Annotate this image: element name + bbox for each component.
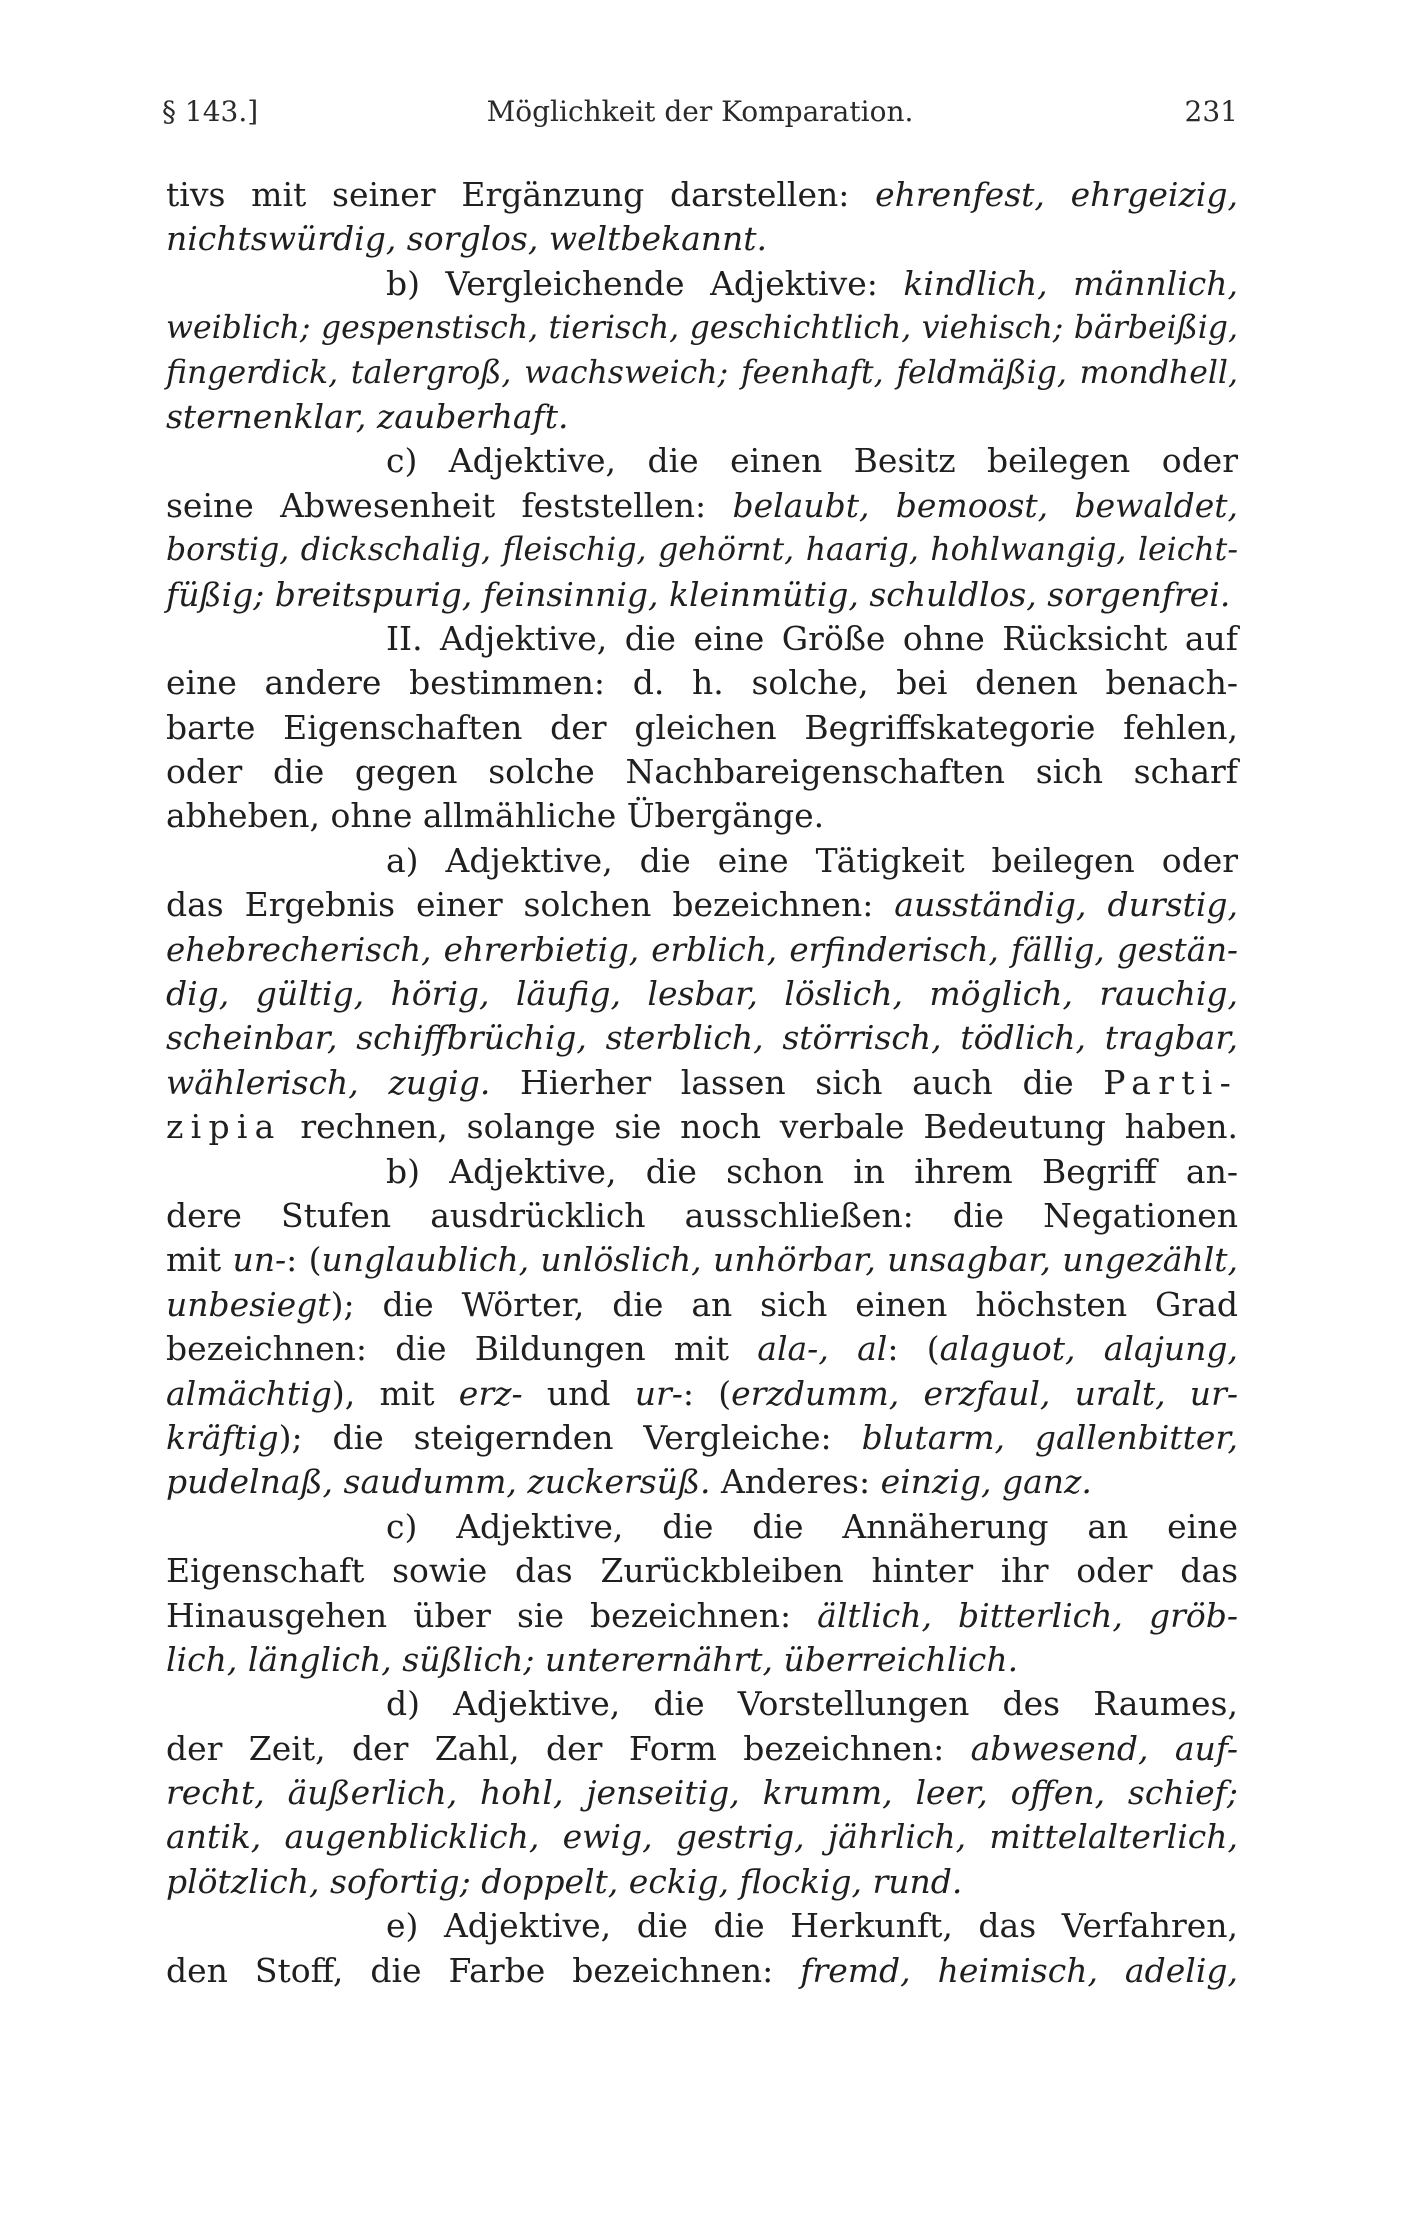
- text-segment: e) Adjektive, die die Herkunft, das Verfahren,: [386, 1906, 1238, 1946]
- text-segment: d) Adjektive, die Vorstellungen des Raumes,: [386, 1684, 1238, 1724]
- text-segment: oder die gegen solche Nachbareigenschaften sich scharf: [166, 752, 1238, 792]
- text-segment: bezeichnen: die Bildungen mit: [166, 1329, 758, 1369]
- italic-text: blutarm, gallenbitter,: [861, 1417, 1238, 1457]
- text-segment: : (: [682, 1373, 732, 1413]
- italic-text: antik, augenblicklich, ewig, gestrig, jährlich, mittelalterlich,: [166, 1817, 1238, 1857]
- spaced-text: Parti-: [1103, 1062, 1238, 1102]
- text-line: [166, 794, 1238, 838]
- italic-text: weiblich; gespenstisch, tierisch, geschichtlich, viehisch; bärbeißig,: [166, 310, 1238, 347]
- text-line: [166, 573, 1238, 617]
- italic-text: dig, gültig, hörig, läufig, lesbar, löslich, möglich, rauchig,: [166, 974, 1238, 1014]
- italic-text: erz-: [458, 1373, 523, 1413]
- italic-text: un-: [232, 1240, 287, 1280]
- text-segment: abheben, ohne allmähliche Übergänge.: [166, 796, 825, 836]
- text-line: [166, 217, 1238, 261]
- italic-text: ehrenfest, ehrgeizig,: [875, 175, 1238, 214]
- text-line: [166, 1327, 1238, 1371]
- text-segment: seine Abwesenheit feststellen:: [166, 485, 733, 525]
- text-line: [166, 1194, 1238, 1238]
- text-line: [166, 1815, 1238, 1859]
- text-line: [166, 1016, 1238, 1060]
- text-segment: mit: [166, 1240, 233, 1280]
- italic-text: lich, länglich, süßlich; unterernährt, überreichlich.: [166, 1639, 1019, 1679]
- text-line: [166, 1105, 1238, 1149]
- text-line: [166, 1505, 1238, 1549]
- page-number: 231: [1184, 95, 1238, 128]
- text-line: [166, 1860, 1238, 1904]
- text-line: [166, 306, 1238, 350]
- text-segment: der Zeit, der Zahl, der Form bezeichnen:: [166, 1728, 971, 1768]
- italic-text: ur-: [634, 1373, 683, 1413]
- text-line: [166, 617, 1238, 661]
- text-segment: b) Adjektive, die schon in ihrem Begriff an-: [386, 1151, 1238, 1191]
- text-line: [166, 1682, 1238, 1726]
- italic-text: borstig, dickschalig, fleischig, gehörnt, haarig, hohlwangig, leicht-: [166, 532, 1238, 569]
- italic-text: kindlich, männlich,: [903, 263, 1238, 303]
- spaced-text: zipia: [166, 1107, 282, 1147]
- italic-text: ala-, al: [757, 1329, 888, 1369]
- italic-text: füßig; breitspurig, feinsinnig, kleinmütig, schuldlos, sorgenfrei.: [166, 574, 1231, 614]
- italic-text: alaguot, alajung,: [939, 1329, 1239, 1369]
- text-segment: II. Adjektive, die eine Größe ohne Rücksicht auf: [386, 618, 1238, 658]
- italic-text: fremd, heimisch, adelig,: [800, 1950, 1238, 1990]
- running-header: [162, 92, 1238, 132]
- text-line: [166, 484, 1238, 528]
- text-segment: und: [522, 1373, 635, 1413]
- text-line: [166, 1549, 1238, 1593]
- text-line: [166, 1416, 1238, 1460]
- text-line: [166, 661, 1238, 705]
- text-segment: a) Adjektive, die eine Tätigkeit beilegen oder: [386, 840, 1238, 880]
- text-line: [166, 1949, 1238, 1993]
- text-segment: Hierher lassen sich auch die: [490, 1062, 1104, 1102]
- text-segment: tivs mit seiner Ergänzung darstellen:: [166, 175, 876, 214]
- text-line: [166, 972, 1238, 1016]
- text-segment: : (: [887, 1329, 940, 1369]
- text-line: [166, 1460, 1238, 1504]
- text-segment: Hinausgehen über sie bezeichnen:: [166, 1595, 818, 1635]
- italic-text: kräftig: [166, 1417, 279, 1457]
- text-segment: eine andere bestimmen: d. h. solche, bei denen benach-: [166, 663, 1238, 703]
- text-line: [166, 395, 1238, 439]
- text-line: [166, 1727, 1238, 1771]
- text-segment: barte Eigenschaften der gleichen Begriffskategorie fehlen,: [166, 707, 1238, 747]
- italic-text: fingerdick, talergroß, wachsweich; feenhaft, feldmäßig, mondhell,: [166, 354, 1238, 391]
- text-segment: rechnen, solange sie noch verbale Bedeutung haben.: [281, 1107, 1238, 1147]
- italic-text: ehebrecherisch, ehrerbietig, erblich, erfinderisch, fällig, gestän-: [166, 930, 1238, 969]
- italic-text: unglaublich, unlöslich, unhörbar, unsagbar, ungezählt,: [321, 1240, 1238, 1280]
- italic-text: scheinbar, schiffbrüchig, sterblich, störrisch, tödlich, tragbar,: [166, 1018, 1238, 1058]
- text-segment: Eigenschaft sowie das Zurückbleiben hinter ihr oder das: [166, 1551, 1238, 1591]
- text-segment: : (: [286, 1240, 322, 1280]
- text-segment: dere Stufen ausdrücklich ausschließen: die Negationen: [166, 1195, 1238, 1235]
- italic-text: ältlich, bitterlich, gröb-: [817, 1595, 1239, 1635]
- text-line: [166, 706, 1238, 750]
- text-line: [166, 528, 1238, 572]
- text-line: [166, 928, 1238, 972]
- italic-text: nichtswürdig, sorglos, weltbekannt.: [166, 219, 768, 259]
- text-line: [166, 173, 1238, 217]
- italic-text: sternenklar, zauberhaft.: [166, 396, 569, 436]
- text-segment: das Ergebnis einer solchen bezeichnen:: [166, 885, 895, 925]
- body-text: [166, 173, 1238, 1993]
- text-segment: ), mit: [331, 1373, 459, 1413]
- italic-text: recht, äußerlich, hohl, jenseitig, krumm, leer, offen, schief;: [166, 1773, 1238, 1813]
- italic-text: almächtig: [166, 1373, 332, 1413]
- text-line: [166, 1061, 1238, 1105]
- text-line: [166, 351, 1238, 395]
- text-segment: c) Adjektive, die einen Besitz beilegen oder: [386, 441, 1238, 481]
- text-line: [166, 883, 1238, 927]
- text-segment: c) Adjektive, die die Annäherung an eine: [386, 1506, 1238, 1546]
- italic-text: ausständig, durstig,: [894, 885, 1238, 925]
- running-title: Möglichkeit der Komparation.: [486, 95, 914, 128]
- text-segment: ); die Wörter, die an sich einen höchsten Grad: [330, 1284, 1238, 1324]
- italic-text: pudelnaß, saudumm, zuckersüß.: [166, 1462, 711, 1502]
- text-line: [166, 1238, 1238, 1282]
- text-line: [166, 1638, 1238, 1682]
- italic-text: abwesend, auf-: [970, 1728, 1239, 1768]
- text-line: [166, 839, 1238, 883]
- text-line: [166, 1283, 1238, 1327]
- italic-text: belaubt, bemoost, bewaldet,: [732, 485, 1238, 525]
- section-marker: § 143.]: [162, 95, 259, 128]
- text-line: [166, 1150, 1238, 1194]
- text-segment: den Stoff, die Farbe bezeichnen:: [166, 1950, 801, 1990]
- text-segment: Anderes:: [710, 1462, 881, 1502]
- text-line: [166, 1771, 1238, 1815]
- italic-text: unbesiegt: [166, 1284, 331, 1324]
- text-line: [166, 1372, 1238, 1416]
- text-segment: b) Vergleichende Adjektive:: [386, 263, 904, 303]
- text-line: [166, 1904, 1238, 1948]
- text-line: [166, 750, 1238, 794]
- text-segment: ); die steigernden Vergleiche:: [278, 1417, 862, 1457]
- italic-text: wählerisch, zugig.: [166, 1062, 491, 1102]
- text-line: [166, 1594, 1238, 1638]
- italic-text: erzdumm, erzfaul, uralt, ur-: [731, 1373, 1238, 1413]
- text-line: [166, 262, 1238, 306]
- italic-text: einzig, ganz.: [880, 1462, 1092, 1502]
- text-line: [166, 439, 1238, 483]
- italic-text: plötzlich, sofortig; doppelt, eckig, flockig, rund.: [166, 1861, 963, 1901]
